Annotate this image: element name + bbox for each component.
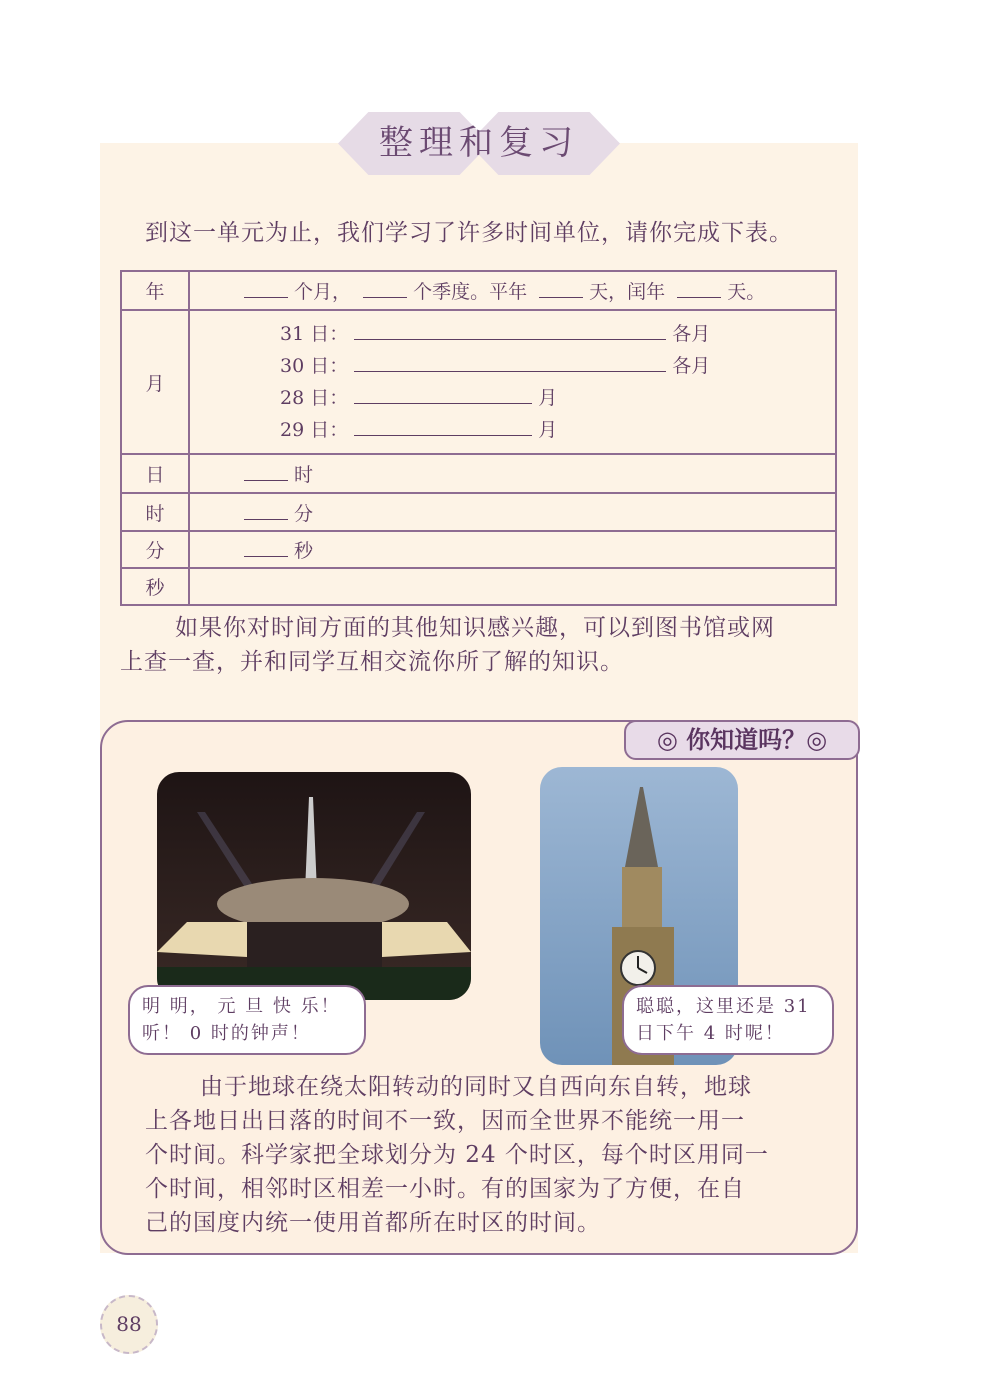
month-suffix: 月 (538, 419, 558, 441)
row-label: 日 (121, 454, 189, 493)
cell-text: 天。 (727, 281, 766, 303)
answer-blank[interactable] (354, 417, 532, 436)
bubble-line: 聪聪，这里还是 31 (636, 996, 811, 1017)
cell-text: 分 (294, 502, 314, 525)
month-key: 30 日： (280, 355, 349, 377)
speech-bubble-mingming (128, 985, 366, 1055)
bubble-line: 日下午 4 时呢！ (636, 1023, 785, 1044)
intro-text: 到这一单元为止，我们学习了许多时间单位，请你完成下表。 (145, 220, 793, 246)
month-key: 29 日： (280, 419, 349, 441)
did-you-know-badge: ◎ 你知道吗？◎ (624, 720, 860, 760)
month-key: 28 日： (280, 387, 349, 409)
paragraph-library (120, 611, 840, 679)
title-banner (338, 112, 620, 175)
cell-text: 时 (294, 464, 314, 486)
month-suffix: 月 (538, 387, 558, 409)
text-line: 己的国度内统一使用首都所在时区的时间。 (145, 1210, 601, 1236)
row-label: 时 (121, 493, 189, 531)
answer-blank[interactable] (354, 353, 666, 372)
time-units-table (120, 270, 837, 606)
cell-text: 个月， (294, 281, 352, 303)
month-key: 31 日： (280, 323, 349, 345)
answer-blank[interactable] (244, 279, 288, 298)
row-label: 秒 (121, 568, 189, 605)
table-row-second (121, 568, 836, 605)
month-row (190, 382, 835, 414)
month-row (190, 414, 835, 446)
bubble-line: 明 明， 元 旦 快 乐！ (142, 996, 341, 1017)
answer-blank[interactable] (363, 279, 407, 298)
text-line: 上各地日出日落的时间不一致，因而全世界不能统一用一 (145, 1108, 745, 1134)
cell-text: 天，闰年 (589, 281, 666, 303)
answer-blank[interactable] (354, 385, 532, 404)
row-label: 年 (121, 271, 189, 310)
text-line: 上查一查，并和同学互相交流你所了解的知识。 (120, 649, 624, 675)
cell-text: 秒 (294, 540, 314, 562)
month-row (190, 318, 835, 350)
answer-blank[interactable] (354, 321, 666, 340)
answer-blank[interactable] (244, 501, 288, 520)
page-number: 88 (100, 1295, 158, 1354)
answer-blank[interactable] (677, 279, 721, 298)
answer-blank[interactable] (244, 462, 288, 481)
page-title: 整理和复习 (379, 123, 579, 163)
table-row-day (121, 454, 836, 493)
month-suffix: 各月 (672, 355, 711, 377)
beijing-millennium-monument-photo (157, 772, 471, 1000)
cell-text: 个季度。平年 (413, 281, 528, 303)
table-row-minute (121, 531, 836, 568)
row-label: 月 (121, 310, 189, 454)
table-row-hour (121, 493, 836, 531)
row-label: 分 (121, 531, 189, 568)
text-line: 个时间。科学家把全球划分为 24 个时区，每个时区用同一 (145, 1142, 769, 1168)
text-line: 个时间，相邻时区相差一小时。有的国家为了方便，在自 (145, 1176, 745, 1202)
speech-bubble-congcong (622, 985, 834, 1055)
bubble-line: 听！ 0 时的钟声！ (142, 1023, 311, 1044)
text-line: 由于地球在绕太阳转动的同时又自西向东自转，地球 (200, 1074, 752, 1100)
month-suffix: 各月 (672, 323, 711, 345)
month-row (190, 350, 835, 382)
answer-blank[interactable] (244, 538, 288, 557)
text-line: 如果你对时间方面的其他知识感兴趣，可以到图书馆或网 (175, 615, 775, 641)
answer-blank[interactable] (539, 279, 583, 298)
time-zone-paragraph (145, 1070, 825, 1240)
table-row-month (121, 310, 836, 454)
table-row-year (121, 271, 836, 310)
